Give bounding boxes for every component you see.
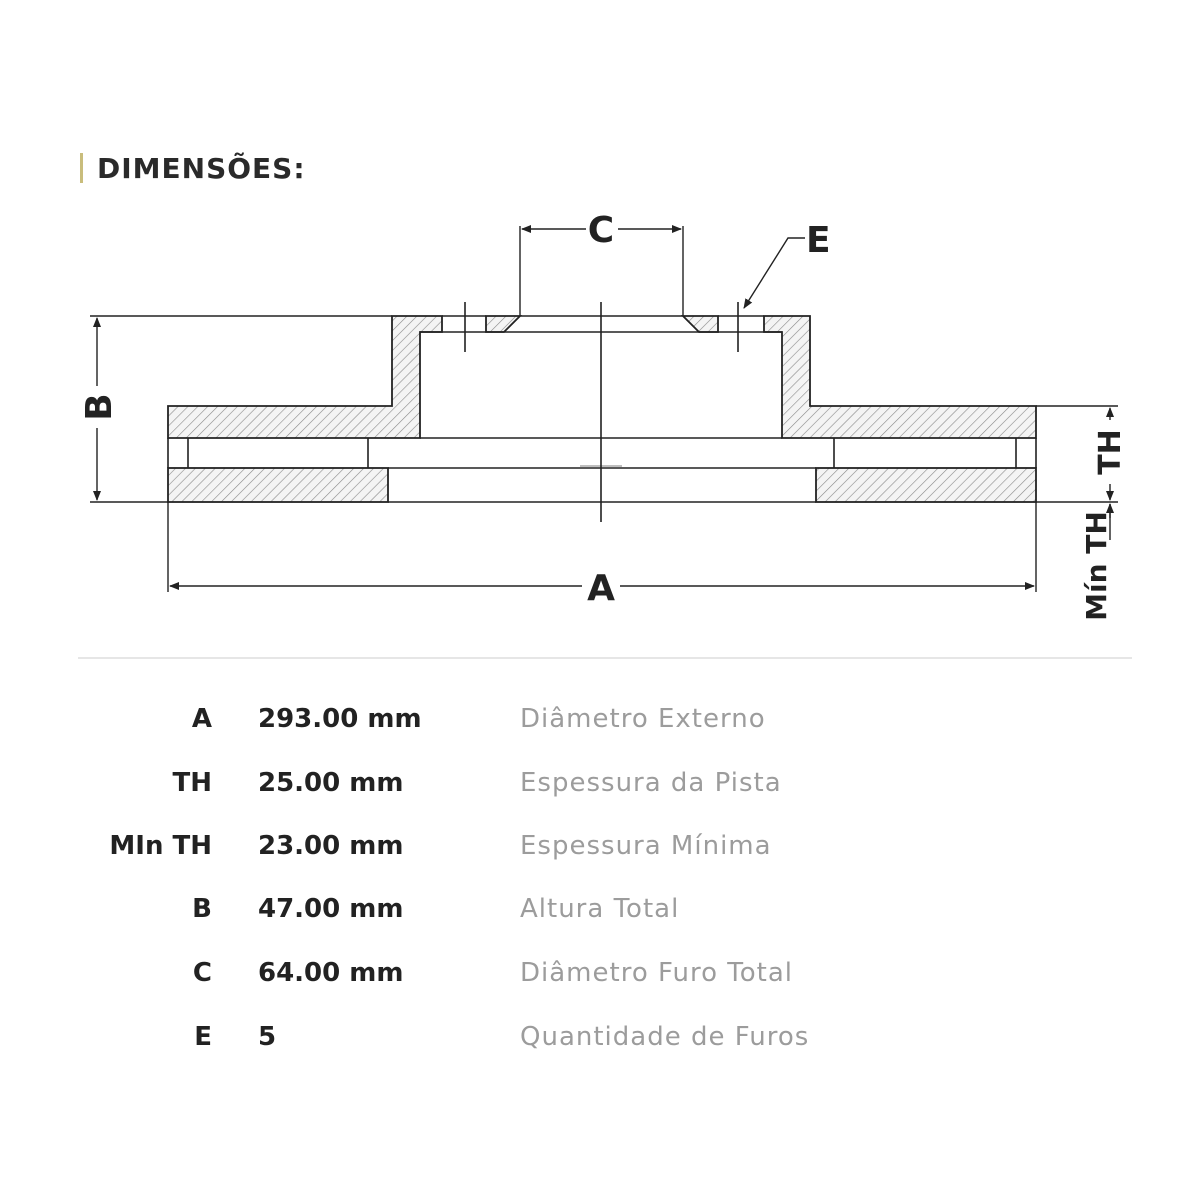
spec-key: B (192, 894, 212, 924)
hat-section-left (168, 316, 442, 438)
spec-row-a (0, 690, 1200, 754)
lower-braking-ring-right (816, 468, 1036, 502)
spec-description: Espessura da Pista (520, 768, 782, 798)
spec-key: E (194, 1022, 212, 1052)
lower-braking-ring-left (168, 468, 388, 502)
spec-value: 25.00 mm (258, 768, 404, 798)
spec-value: 64.00 mm (258, 958, 404, 988)
spec-key: TH (172, 768, 212, 798)
spec-value: 47.00 mm (258, 894, 404, 924)
page-title: DIMENSÕES: (97, 151, 306, 185)
spec-value: 293.00 mm (258, 704, 422, 734)
spec-row-e (0, 1008, 1200, 1072)
label-th: TH (1093, 429, 1128, 475)
hub-flange-right (683, 316, 718, 332)
spec-key: A (191, 704, 212, 734)
label-b: B (79, 393, 120, 421)
center-and-bolt-lines (465, 302, 738, 522)
label-min-th: Mín TH (1080, 511, 1113, 621)
label-c: C (587, 210, 615, 251)
disc-body (168, 316, 1036, 502)
hat-section-right (764, 316, 1036, 438)
section-divider (78, 657, 1132, 659)
dimension-e (744, 238, 805, 308)
spec-row-c (0, 944, 1200, 1008)
spec-description: Espessura Mínima (520, 831, 772, 861)
spec-row-min-th (0, 817, 1200, 881)
spec-value: 5 (258, 1022, 277, 1052)
spec-row-th (0, 754, 1200, 818)
spec-description: Diâmetro Furo Total (520, 958, 794, 988)
spec-key: MIn TH (109, 831, 212, 861)
spec-row-b (0, 880, 1200, 944)
label-e: E (806, 220, 831, 261)
spec-key: C (192, 958, 212, 988)
spec-value: 23.00 mm (258, 831, 404, 861)
spec-description: Diâmetro Externo (520, 704, 766, 734)
spec-description: Quantidade de Furos (520, 1022, 810, 1052)
spec-description: Altura Total (520, 894, 680, 924)
hub-flange-left (486, 316, 520, 332)
label-a: A (587, 568, 615, 609)
